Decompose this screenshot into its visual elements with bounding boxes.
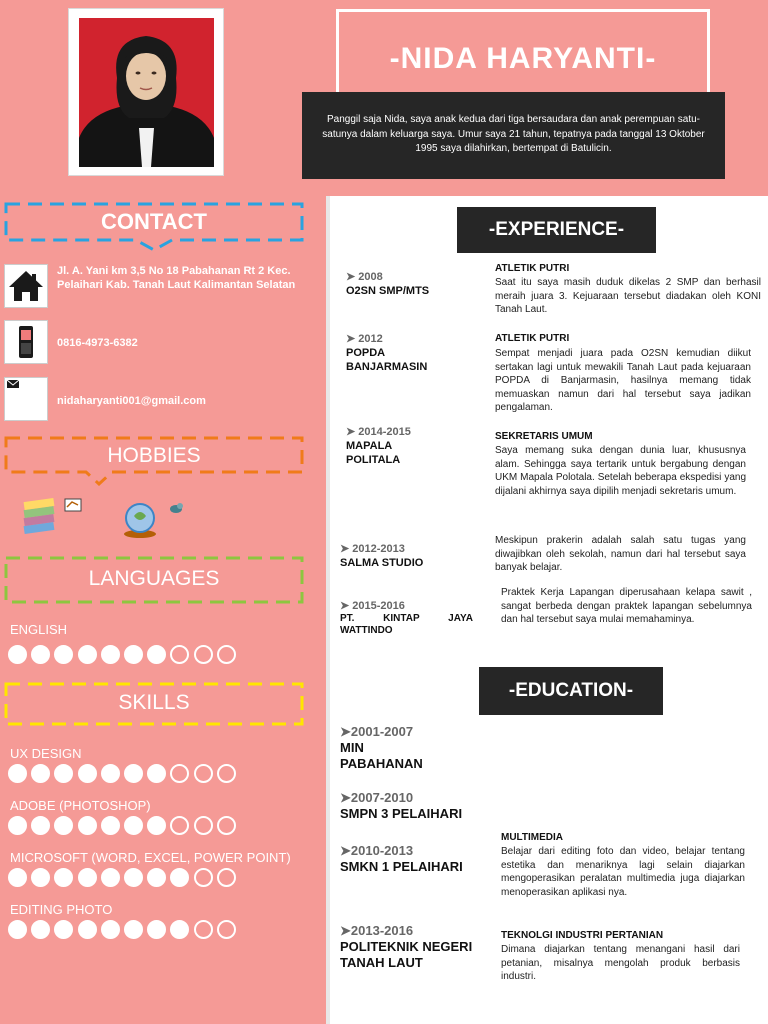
rating-dot-filled	[101, 764, 120, 783]
contact-section-header	[4, 202, 304, 248]
rating-dot-filled	[8, 868, 27, 887]
experience-role: SEKRETARIS UMUM	[495, 431, 593, 442]
rating-dot-filled	[170, 868, 189, 887]
rating-dot-filled	[78, 868, 97, 887]
mail-icon-box	[4, 377, 48, 421]
experience-desc: Meskipun prakerin adalah salah satu tugas yang diwajibkan oleh sekolah, namun dari hal tersebut saya banyak belajar.	[495, 535, 746, 573]
experience-heading: -EXPERIENCE-	[457, 207, 656, 253]
rating-dot-filled	[147, 816, 166, 835]
experience-role: ATLETIK PUTRI	[495, 263, 570, 274]
rating-dot-filled	[54, 816, 73, 835]
languages-section-header	[4, 556, 304, 602]
education-desc: Dimana diajarkan tentang menangani hasil dari petanian, misalnya mengolah produk berbasis industri.	[501, 944, 740, 982]
rating-dot-empty	[217, 816, 236, 835]
rating-dot-filled	[124, 816, 143, 835]
skill-label-adobe: ADOBE (PHOTOSHOP)	[10, 798, 151, 813]
education-school: POLITEKNIK NEGERI TANAH LAUT	[340, 939, 473, 970]
note-icon	[64, 498, 82, 512]
contact-phone: 0816-4973-6382	[57, 337, 138, 349]
rating-dot-filled	[54, 920, 73, 939]
rating-dot-empty	[170, 816, 189, 835]
rating-dot-empty	[217, 764, 236, 783]
rating-dot-filled	[54, 645, 73, 664]
experience-org: SALMA STUDIO	[340, 557, 424, 569]
rating-dot-empty	[194, 816, 213, 835]
experience-desc: Praktek Kerja Lapangan diperusahaan kelapa sawit , sangat berbeda dengan praktek lapangan sebelumnya dan hal tersebut saya mulai memahaminya.	[501, 587, 752, 625]
globe-icon	[120, 500, 160, 540]
rating-dot-filled	[78, 645, 97, 664]
profile-name: -NIDA HARYANTI-	[389, 42, 657, 75]
language-label-english: ENGLISH	[10, 622, 68, 637]
rating-dot-filled	[101, 920, 120, 939]
rating-dot-empty	[217, 645, 236, 664]
experience-year: ➤ 2014-2015	[346, 426, 411, 438]
rating-dot-empty	[194, 920, 213, 939]
hobbies-title: HOBBIES	[107, 444, 201, 467]
rating-dot-filled	[31, 868, 50, 887]
rating-dot-filled	[101, 645, 120, 664]
experience-year: ➤ 2012	[346, 333, 383, 345]
rating-dot-empty	[194, 868, 213, 887]
bio-box	[302, 92, 725, 179]
education-year: ➤2010-2013	[340, 843, 414, 858]
books-icon	[20, 496, 62, 538]
bird-icon	[168, 501, 184, 515]
rating-dot-filled	[78, 764, 97, 783]
rating-dot-filled	[8, 920, 27, 939]
rating-dot-filled	[8, 764, 27, 783]
contact-address: Jl. A. Yani km 3,5 No 18 Pabahanan Rt 2 Kec. Pelaihari Kab. Tanah Laut Kalimantan Selatan	[57, 265, 296, 291]
rating-dot-empty	[170, 645, 189, 664]
education-major: TEKNOLGI INDUSTRI PERTANIAN	[501, 930, 664, 941]
rating-dot-empty	[170, 764, 189, 783]
education-school: MIN PABAHANAN	[340, 740, 423, 771]
experience-year: ➤ 2015-2016	[340, 600, 405, 612]
education-year: ➤2007-2010	[340, 790, 414, 805]
rating-dot-empty	[217, 920, 236, 939]
education-school: SMKN 1 PELAIHARI	[340, 859, 463, 874]
profile-photo-frame	[68, 8, 224, 176]
education-year: ➤2001-2007	[340, 724, 414, 739]
experience-org: PT. KINTAP JAYA WATTINDO	[340, 613, 473, 636]
skills-title: SKILLS	[118, 691, 190, 714]
rating-dot-filled	[101, 868, 120, 887]
experience-year: ➤ 2012-2013	[340, 543, 405, 555]
rating-dot-empty	[217, 868, 236, 887]
rating-dot-filled	[101, 816, 120, 835]
experience-desc: Saya memang suka dengan dunia luar, khususnya alam. Sehingga saya tertarik untuk bergabung dengan UKM Mapala Polotala. Setelah beberapa ekspedisi yang dijalani akhirnya saya dipilih menjadi sekretaris umum.	[495, 445, 746, 497]
rating-dot-filled	[124, 764, 143, 783]
profile-photo	[79, 18, 214, 167]
rating-dot-filled	[124, 868, 143, 887]
phone-icon	[5, 321, 47, 363]
name-box	[336, 9, 710, 97]
phone-icon-box	[4, 320, 48, 364]
education-major: MULTIMEDIA	[501, 832, 564, 843]
rating-dot-filled	[147, 764, 166, 783]
skill-label-editing-photo: EDITING PHOTO	[10, 902, 113, 917]
skill-label-ux-design: UX DESIGN	[10, 746, 82, 761]
rating-dot-filled	[147, 920, 166, 939]
experience-org: POPDA BANJARMASIN	[346, 347, 428, 373]
rating-dot-filled	[124, 920, 143, 939]
house-icon-box	[4, 264, 48, 308]
rating-dot-filled	[78, 920, 97, 939]
house-icon	[5, 265, 47, 307]
header	[0, 0, 768, 196]
skill-label-microsoft: MICROSOFT (WORD, EXCEL, POWER POINT)	[10, 850, 291, 865]
rating-dot-filled	[147, 645, 166, 664]
rating-dot-filled	[54, 764, 73, 783]
skills-section-header	[4, 682, 304, 728]
experience-org: O2SN SMP/MTS	[346, 285, 430, 297]
education-year: ➤2013-2016	[340, 923, 414, 938]
experience-year: ➤ 2008	[346, 271, 383, 283]
experience-role: ATLETIK PUTRI	[495, 333, 570, 344]
rating-dot-empty	[194, 764, 213, 783]
profile-bio: Panggil saja Nida, saya anak kedua dari tiga bersaudara dan anak perempuan satu-satunya dalam keluarga saya. Umur saya 21 tahun, tepatnya pada tanggal 13 Oktober 1995 saya dilahirkan, bertempat di Batulicin.	[322, 114, 705, 154]
experience-desc: Sempat menjadi juara pada O2SN kemudian diikut sertakan lagi untuk mewakili Tanah Laut pada kejuaraan POPDA di Banjarmasin, hasilnya memang tidak memuaskan namun dari hal tersebut saya jadikan pengalaman.	[495, 348, 751, 413]
rating-dot-filled	[78, 816, 97, 835]
education-school: SMPN 3 PELAIHARI	[340, 806, 463, 821]
rating-dot-filled	[54, 868, 73, 887]
rating-dot-empty	[194, 645, 213, 664]
rating-dot-filled	[31, 645, 50, 664]
rating-dot-filled	[147, 868, 166, 887]
rating-dot-filled	[8, 645, 27, 664]
mail-icon	[5, 378, 47, 420]
rating-dot-filled	[31, 764, 50, 783]
rating-dot-filled	[8, 816, 27, 835]
rating-dot-filled	[124, 645, 143, 664]
rating-dot-filled	[170, 920, 189, 939]
contact-title: CONTACT	[101, 209, 207, 234]
experience-org: MAPALA POLITALA	[346, 440, 401, 466]
education-heading: -EDUCATION-	[479, 667, 663, 715]
experience-desc: Saat itu saya masih duduk dikelas 2 SMP dan berhasil meraih juara 3. Kejuaraan tersebut diadakan oleh KONI Tanah Laut.	[495, 277, 761, 315]
education-desc: Belajar dari editing foto dan video, belajar tentang estetika dan menariknya lagi selain diajarkan mengoperasikan peralatan multimedia juga diajarkan menoperasikan aplikasi nya.	[501, 846, 745, 898]
languages-title: LANGUAGES	[88, 567, 220, 590]
contact-email: nidaharyanti001@gmail.com	[57, 395, 206, 407]
sidebar	[0, 196, 330, 1024]
rating-dot-filled	[31, 920, 50, 939]
hobbies-section-header	[4, 436, 304, 482]
rating-dot-filled	[31, 816, 50, 835]
